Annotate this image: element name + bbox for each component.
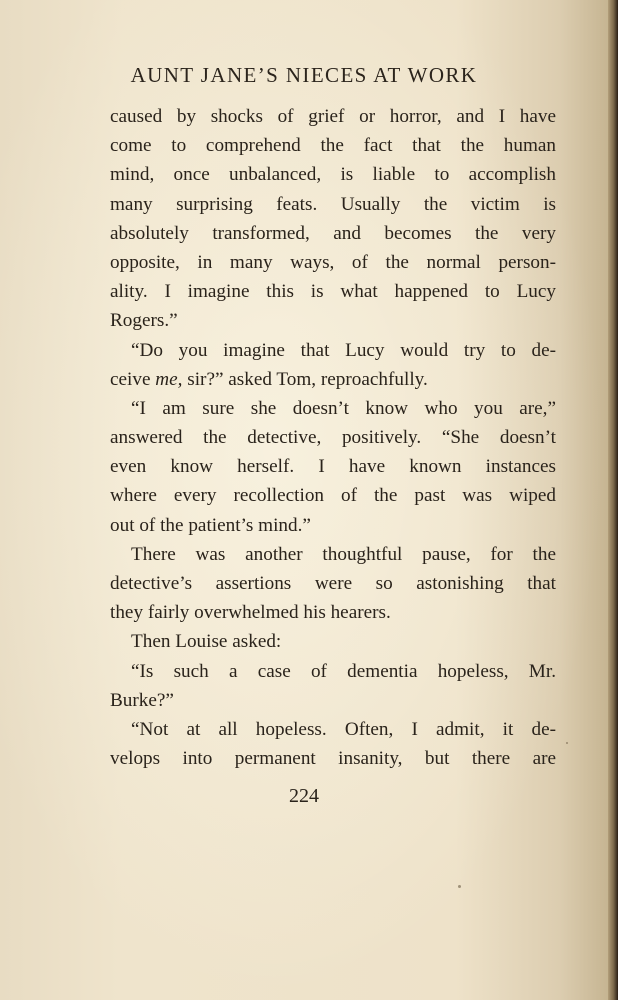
text-line: caused by shocks of grief or horror, and I have [110, 106, 556, 127]
page-number: 224 [289, 785, 319, 807]
text-line: There was another thoughtful pause, for the [131, 543, 556, 565]
text-line: mind, once unbalanced, is liable to accomplish [110, 164, 556, 186]
text-line: out of the patient’s mind.” [110, 514, 311, 536]
text-line: where every recollection of the past was wiped [110, 485, 556, 507]
text-line [110, 365, 556, 394]
text-line: ality. I imagine this is what happened to Lucy [110, 281, 556, 303]
text-line: even know herself. I have known instances [110, 456, 556, 478]
body-text [110, 102, 556, 773]
text-line: “I am sure she doesn’t know who you are,” [131, 397, 556, 419]
text-line: “Do you imagine that Lucy would try to de- [131, 339, 556, 361]
text-line: “Is such a case of dementia hopeless, Mr. [131, 660, 556, 682]
text-line: detective’s assertions were so astonishing that [110, 573, 556, 594]
text-line: come to comprehend the fact that the human [110, 135, 556, 157]
text-line: answered the detective, positively. “She doesn’t [110, 427, 556, 449]
text-line: Then Louise asked: [131, 631, 282, 653]
running-header: AUNT JANE’S NIECES AT WORK [130, 63, 478, 87]
text-line: “Not at all hopeless. Often, I admit, it de- [131, 718, 556, 740]
text-segment: ceive [110, 368, 156, 390]
page-edge [608, 0, 618, 1000]
text-line: Burke?” [110, 689, 174, 711]
text-line: velops into permanent insanity, but there are [110, 748, 556, 770]
text-line: many surprising feats. Usually the victim is [110, 193, 556, 215]
paper-speck [566, 742, 568, 744]
text-line: Rogers.” [110, 310, 178, 332]
text-line: opposite, in many ways, of the normal person- [110, 251, 556, 273]
paper-speck [458, 885, 461, 888]
text-line: they fairly overwhelmed his hearers. [110, 602, 391, 624]
italic-emphasis: me, [155, 368, 183, 390]
text-line: absolutely transformed, and becomes the very [110, 222, 556, 244]
text-segment: sir?” asked Tom, reproachfully. [182, 368, 428, 390]
